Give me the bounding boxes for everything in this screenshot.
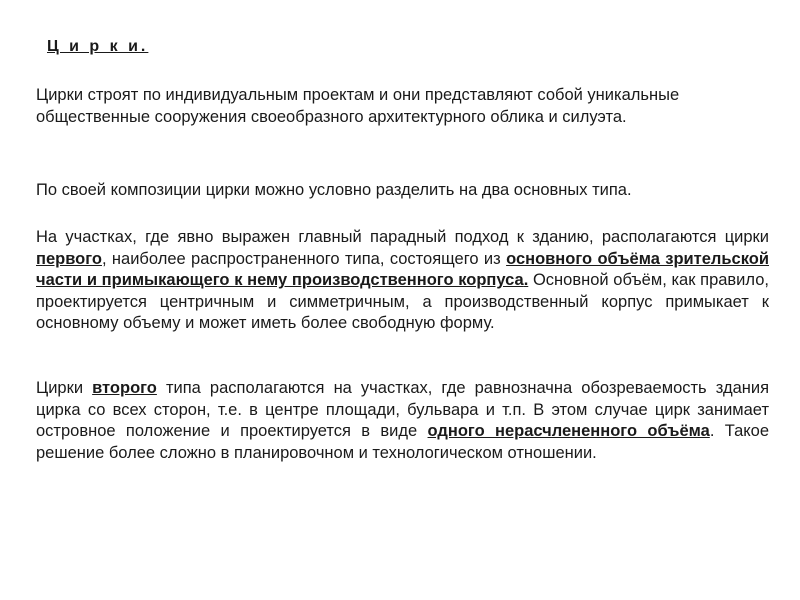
paragraph-intro: Цирки строят по индивидуальным проектам и они представляют собой уникальные общественные сооружения своеобразного архитектурного облика и силуэта.	[36, 86, 680, 126]
page-title: Ц и р к и.	[47, 38, 149, 55]
emphasis-single-volume: одного нерасчлененного объёма	[427, 422, 710, 441]
text-segment: Цирки	[36, 379, 93, 397]
text-segment: , наиболее распространенного типа, состоящего из	[101, 249, 507, 268]
text-segment: На участках, где явно выражен главный парадный подход к зданию, располагаются цирки	[36, 228, 769, 246]
emphasis-main-volume: основного объёма зрительской части и примыкающего к нему производственного корпуса	[36, 249, 769, 290]
paragraph-types: По своей композиции цирки можно условно разделить на два основных типа.	[36, 181, 632, 199]
emphasis-period: .	[523, 271, 529, 290]
text-segment: Основной объём, как правило, проектируется центричным и симметричным, а производственный корпус примыкает к основному объему и может иметь более свободную форму.	[36, 271, 769, 333]
emphasis-first: первого	[36, 249, 102, 268]
text-segment: типа располагаются на участках, где равнозначна обозреваемость здания цирка со всех сторон, т.е. в центре площади, бульвара и т.п. В этом случае цирк занимает островное положение и проектируется в виде	[36, 379, 770, 441]
paragraph-first-type	[36, 227, 769, 335]
emphasis-second: второго	[92, 379, 157, 397]
paragraph-second-type	[36, 378, 769, 464]
text-segment: . Такое решение более сложно в планировочном и технологическом отношении.	[36, 422, 770, 462]
